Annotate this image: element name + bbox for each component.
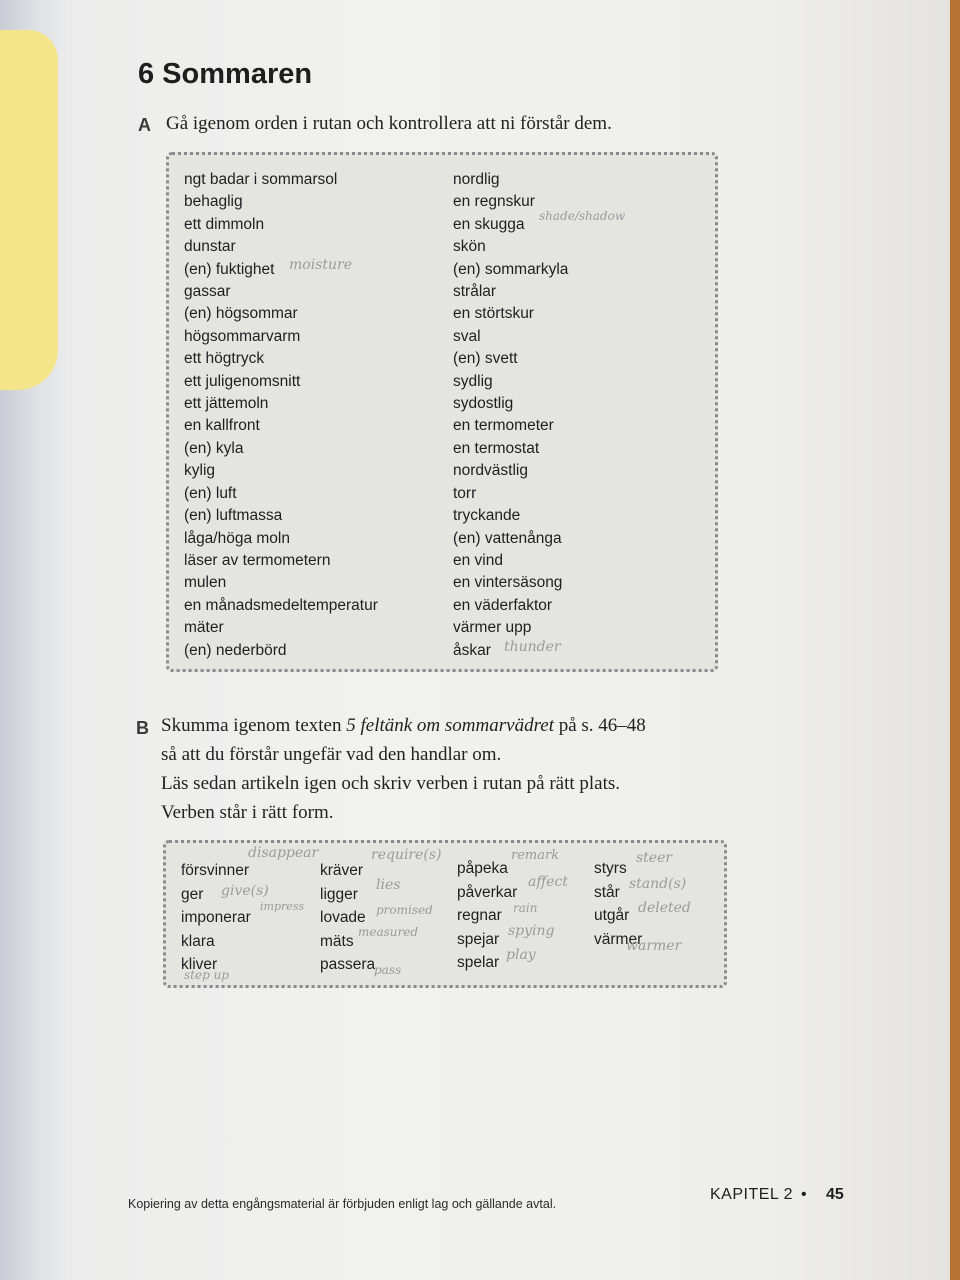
task-b-line-3: Läs sedan artikeln igen och skriv verben i rutan på rätt plats.	[161, 773, 621, 794]
word-item: en väderfaktor	[453, 596, 553, 614]
word-item: en skugga	[453, 215, 525, 233]
word-item: behaglig	[184, 193, 243, 211]
verb-item: påpeka	[457, 860, 508, 877]
word-list-right	[453, 169, 568, 662]
word-item: en månadsmedeltemperatur	[184, 596, 378, 614]
word-item: ett jättemoln	[184, 395, 269, 413]
verb-item: lovade	[320, 909, 366, 926]
word-item: strålar	[453, 283, 497, 301]
word-item: ngt badar i sommarsol	[184, 171, 338, 188]
handwritten-note: warmer	[626, 938, 682, 954]
verb-item: styrs	[594, 860, 627, 877]
task-b-letter: B	[136, 718, 149, 738]
word-item: låga/höga moln	[184, 529, 290, 547]
word-list-left	[184, 169, 378, 662]
word-item: (en) nederbörd	[184, 641, 287, 659]
verb-item: passera	[320, 956, 376, 973]
verb-item: påverkar	[457, 883, 518, 901]
word-item: mulen	[184, 574, 227, 592]
chapter-title: 6 Sommaren	[138, 58, 313, 90]
word-item: sydlig	[453, 372, 493, 390]
task-b-line-2: så att du förstår ungefär vad den handlar om.	[161, 744, 502, 765]
sticky-note-tab	[0, 30, 58, 390]
word-item: ett dimmoln	[184, 215, 265, 233]
word-item: (en) luft	[184, 484, 237, 502]
handwritten-note: deleted	[638, 900, 691, 916]
verb-item: ger	[181, 885, 204, 903]
word-item: (en) svett	[453, 350, 518, 368]
verb-item: kliver	[181, 956, 218, 973]
word-item: nordlig	[453, 171, 500, 188]
verb-list-1	[181, 859, 251, 977]
word-item: en vintersäsong	[453, 574, 563, 592]
chapter-label: KAPITEL 2	[710, 1186, 794, 1203]
word-item: ett juligenomsnitt	[184, 372, 301, 390]
word-item: (en) luftmassa	[184, 507, 283, 525]
word-item: skön	[453, 238, 486, 256]
task-a-instruction: Gå igenom orden i rutan och kontrollera att ni förstår dem.	[166, 113, 612, 134]
handwritten-note: disappear	[248, 845, 319, 861]
task-b-instruction	[161, 711, 646, 827]
article-title: 5 feltänk om sommarvädret	[346, 715, 554, 736]
verb-list-4	[594, 857, 642, 951]
handwritten-note: steer	[636, 850, 673, 866]
handwritten-note: play	[506, 947, 536, 963]
handwritten-note: stand(s)	[629, 876, 687, 892]
word-item: gassar	[184, 283, 231, 301]
word-item: torr	[453, 484, 477, 502]
word-item: ett högtryck	[184, 350, 265, 368]
handwritten-note: affect	[528, 874, 569, 890]
word-item: en störtskur	[453, 305, 534, 323]
word-item: sydostlig	[453, 395, 514, 413]
copyright-note: Kopiering av detta engångsmaterial är förbjuden enligt lag och gällande avtal.	[128, 1197, 557, 1211]
verb-box	[163, 840, 727, 988]
verb-item: står	[594, 883, 620, 901]
handwritten-note: give(s)	[221, 883, 269, 899]
word-item: (en) fuktighet	[184, 260, 275, 278]
handwritten-note: promised	[376, 903, 433, 917]
word-item: en termostat	[453, 439, 540, 457]
word-item: mäter	[184, 619, 224, 637]
word-item: (en) sommarkyla	[453, 260, 569, 278]
word-item: läser av termometern	[184, 551, 331, 569]
handwritten-note: measured	[358, 925, 419, 939]
page-number: 45	[826, 1186, 844, 1203]
handwritten-note: moisture	[289, 257, 352, 273]
handwritten-note: remark	[511, 848, 560, 863]
handwritten-note: lies	[376, 877, 401, 893]
word-item: en regnskur	[453, 193, 535, 211]
word-item: nordvästlig	[453, 462, 528, 480]
task-a-letter: A	[138, 115, 151, 135]
verb-item: regnar	[457, 907, 502, 924]
verb-item: imponerar	[181, 909, 251, 926]
handwritten-note: require(s)	[371, 847, 442, 863]
verb-item: utgår	[594, 907, 630, 924]
verb-item: värmer	[594, 930, 643, 948]
word-item: en kallfront	[184, 417, 260, 435]
verb-item: försvinner	[181, 862, 250, 879]
handwritten-note: thunder	[504, 639, 561, 655]
handwritten-note: pass	[374, 963, 402, 977]
verb-item: spelar	[457, 954, 500, 971]
handwritten-note: spying	[508, 923, 555, 939]
word-item: åskar	[453, 641, 491, 659]
handwritten-note: step up	[184, 968, 229, 982]
verb-item: mäts	[320, 932, 354, 950]
word-item: (en) vattenånga	[453, 529, 562, 547]
word-item: dunstar	[184, 238, 236, 256]
handwritten-note: impress	[260, 900, 305, 913]
separator-dot-icon: •	[801, 1186, 807, 1203]
word-box	[166, 152, 718, 672]
task-b-line-1: Skumma igenom texten 5 feltänk om sommarvädret på s. 46–48	[161, 715, 646, 736]
task-b-line-4: Verben står i rätt form.	[161, 802, 334, 823]
verb-item: kräver	[320, 862, 364, 879]
verb-item: klara	[181, 932, 215, 950]
word-item: sval	[453, 327, 481, 345]
verb-item: ligger	[320, 885, 358, 903]
word-item: en termometer	[453, 417, 554, 435]
word-item: tryckande	[453, 507, 521, 525]
handwritten-note: shade/shadow	[539, 209, 626, 223]
word-item: kylig	[184, 462, 216, 480]
word-item: en vind	[453, 551, 503, 569]
word-item: värmer upp	[453, 619, 532, 637]
word-item: högsommarvarm	[184, 327, 301, 345]
verb-list-2	[320, 859, 375, 977]
verb-item: spejar	[457, 930, 500, 948]
word-item: (en) kyla	[184, 439, 244, 457]
word-item: (en) högsommar	[184, 305, 298, 323]
handwritten-note: rain	[513, 901, 538, 915]
